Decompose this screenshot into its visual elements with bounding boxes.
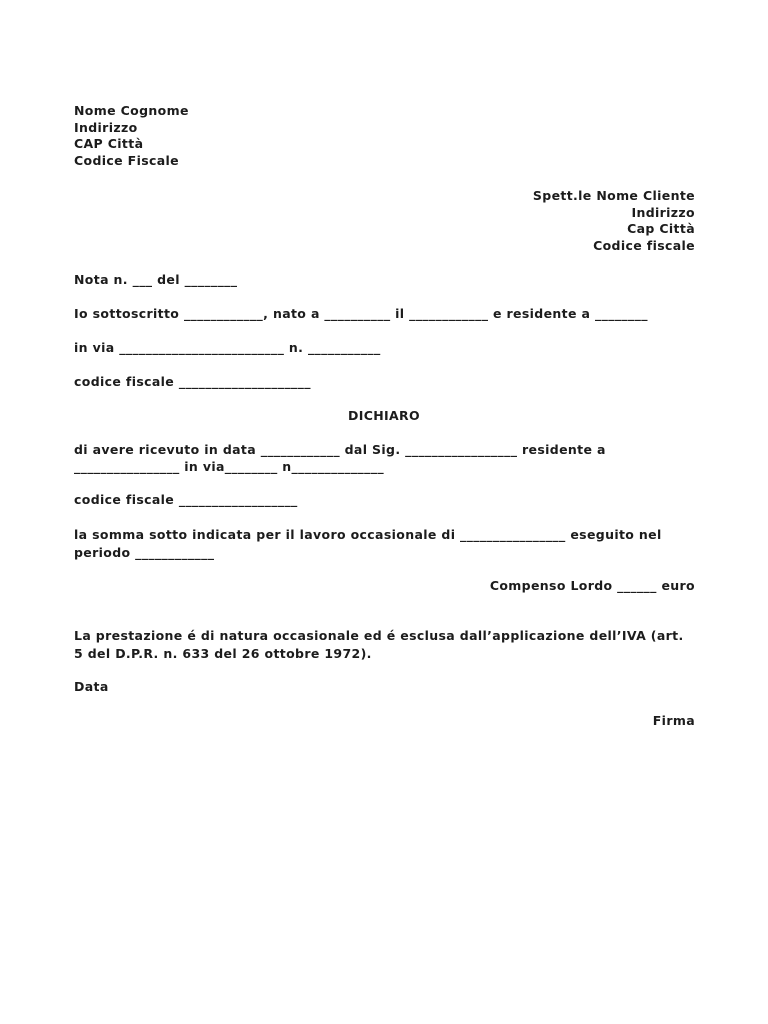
body-amount-line: la somma sotto indicata per il lavoro occasionale di ________________ eseguito nel xyxy=(74,527,662,542)
signature-label: Firma xyxy=(652,713,695,728)
recipient-tax-code: Codice fiscale xyxy=(593,238,695,253)
recipient-name: Spett.le Nome Cliente xyxy=(532,188,695,203)
body-received-line: di avere ricevuto in data ____________ dal Sig. _________________ residente a xyxy=(74,442,606,457)
sender-city: CAP Città xyxy=(74,136,144,151)
sender-tax-code: Codice Fiscale xyxy=(74,153,180,168)
body-received-line-2: ________________ in via________ n______________ xyxy=(74,459,384,474)
body-street-line: in via _________________________ n. ___________ xyxy=(74,340,381,355)
body-declarant-line: Io sottoscritto ____________, nato a __________ il ____________ e residente a ________ xyxy=(74,306,648,321)
body-period-line: periodo ____________ xyxy=(74,545,215,560)
gross-compensation: Compenso Lordo ______ euro xyxy=(489,578,695,593)
body-payer-tax-code-line: codice fiscale __________________ xyxy=(74,492,298,507)
sender-address: Indirizzo xyxy=(74,120,138,135)
vat-note: La prestazione é di natura occasionale ed é esclusa dall’applicazione dell’IVA (art. xyxy=(74,628,684,643)
vat-note-2: 5 del D.P.R. n. 633 del 26 ottobre 1972). xyxy=(74,646,372,661)
note-number: Nota n. ___ del ________ xyxy=(74,272,238,287)
declaration-heading: DICHIARO xyxy=(347,408,421,423)
body-tax-code-line: codice fiscale ____________________ xyxy=(74,374,311,389)
recipient-address: Indirizzo xyxy=(631,205,695,220)
sender-name: Nome Cognome xyxy=(74,103,189,118)
date-label: Data xyxy=(74,679,109,694)
recipient-city: Cap Città xyxy=(627,221,695,236)
